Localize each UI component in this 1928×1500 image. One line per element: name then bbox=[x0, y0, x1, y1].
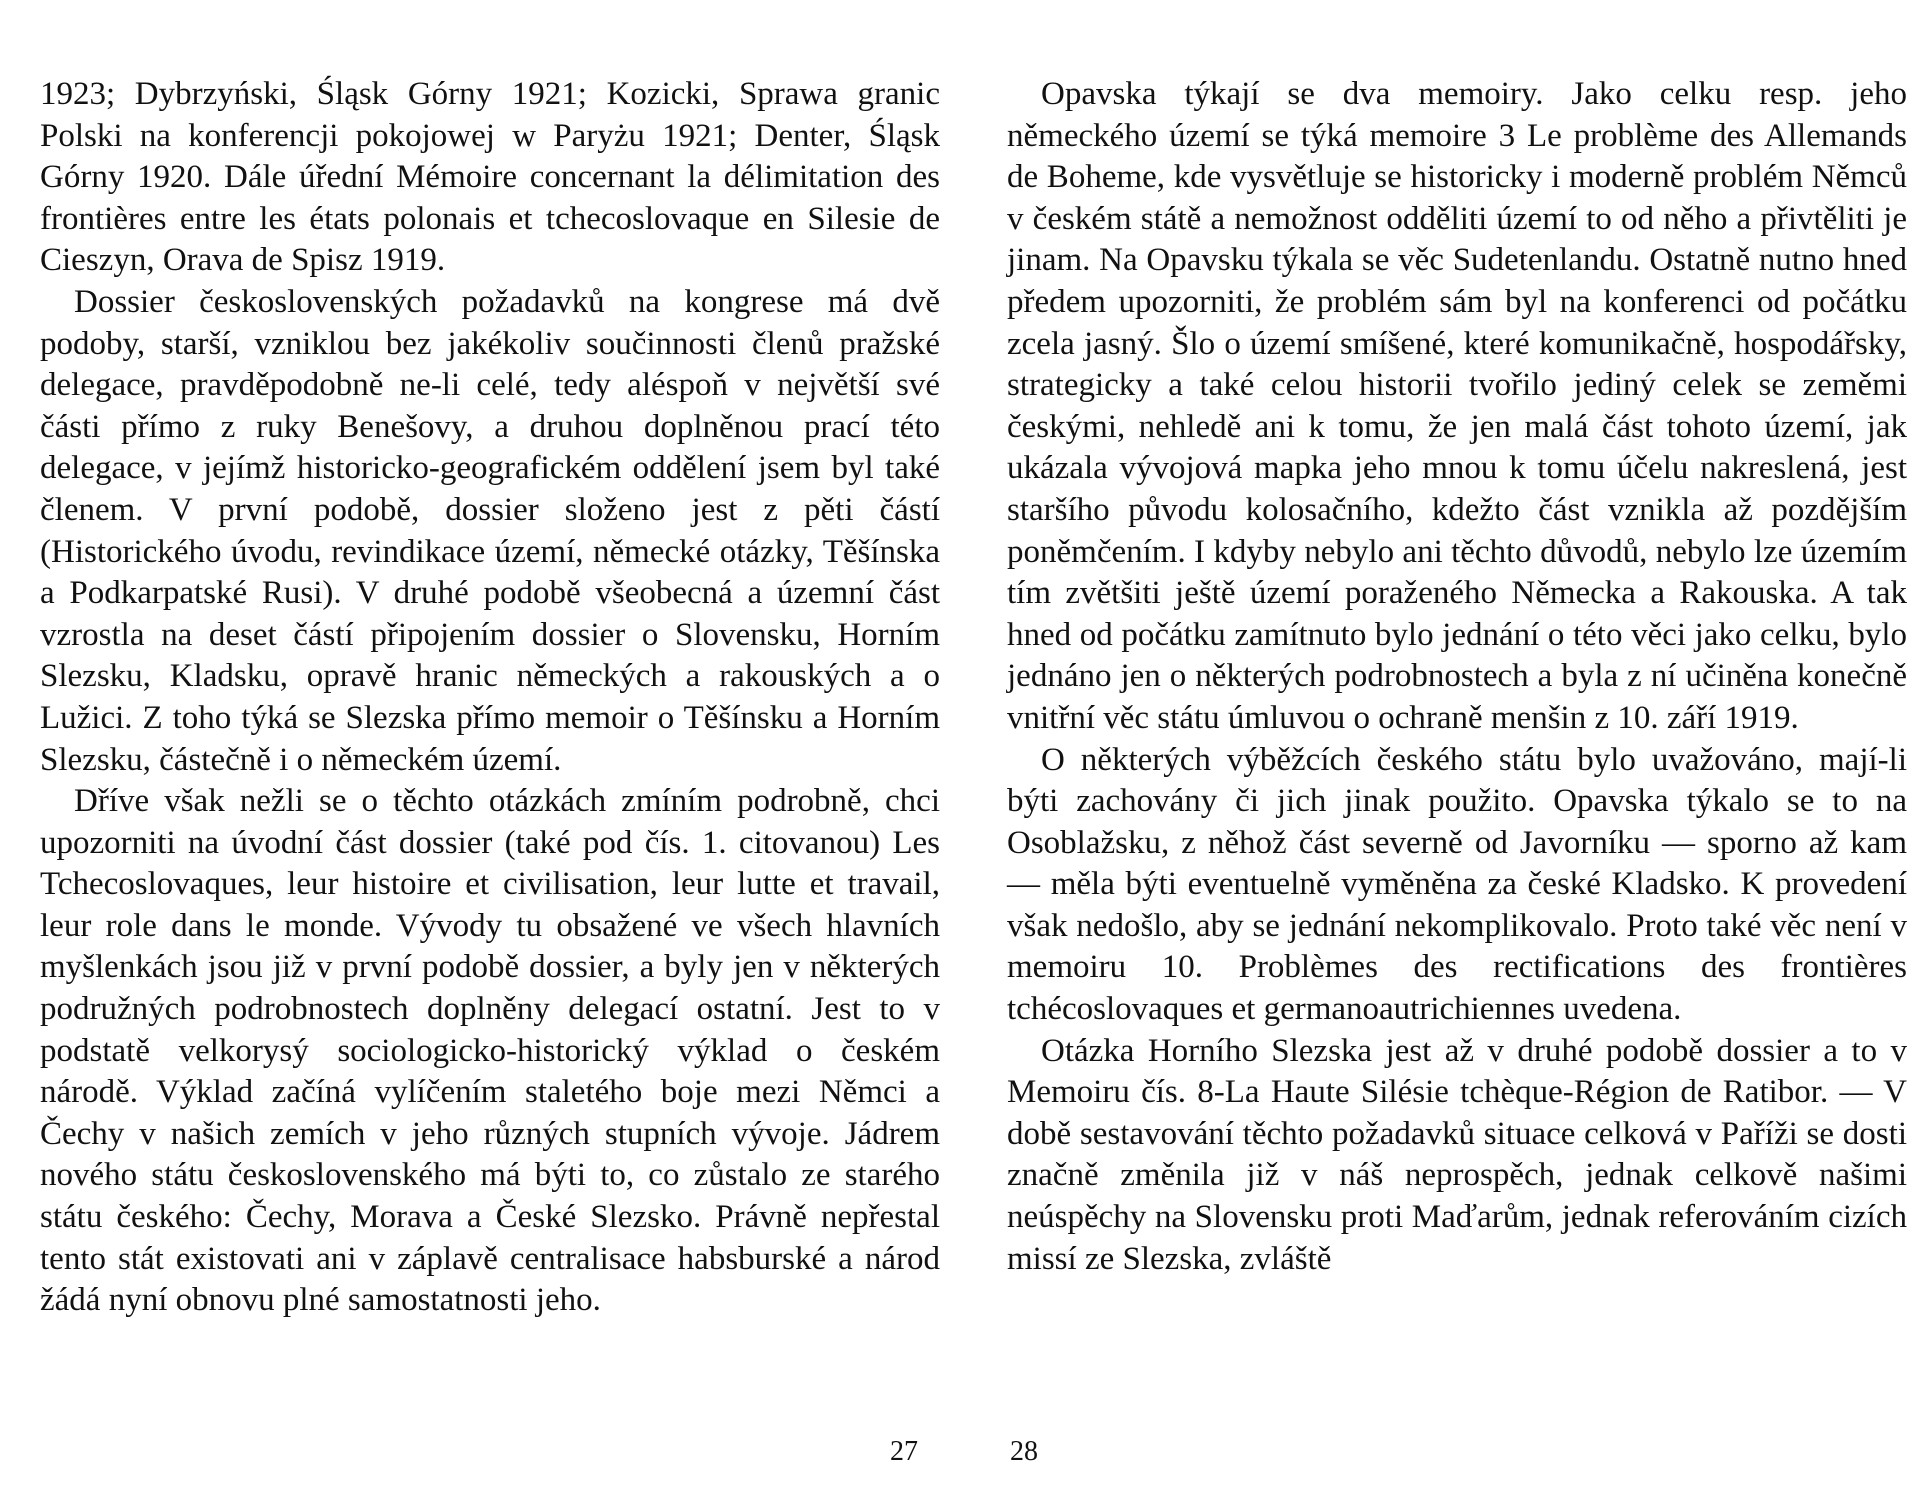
left-paragraph-1: 1923; Dybrzyński, Śląsk Górny 1921; Kozicki, Sprawa granic Polski na konferencji pokojowej w Paryżu 1921; Denter, Śląsk Górny 1920. Dále úřední Mémoire concernant la délimitation des frontières entre les états polonais et tchecoslovaque en Silesie de Cieszyn, Orava de Spisz 1919. bbox=[40, 76, 940, 279]
right-page bbox=[1007, 74, 1907, 1280]
right-paragraph-1: Opavska týkají se dva memoiry. Jako celku resp. jeho německého území se týká memoire 3 Le problème des Allemands de Boheme, kde vysvětluje se historicky i moderně problém Němců v českém státě a nemožnost odděliti území to od něho a přivtěliti je jinam. Na Opavsku týkala se věc Sudetenlandu. Ostatně nutno hned předem upozorniti, že problém sám byl na konferenci od počátku zcela jasný. Šlo o území smíšené, které komunikačně, hospodářsky, strategicky a také celou historii tvořilo jediný celek se zeměmi českými, nehledě ani k tomu, že jen malá část tohoto území, jak ukázala vývojová mapka jeho mnou k tomu účelu nakreslená, jest staršího původu kolosačního, kdežto část vznikla až pozdějším poněmčením. I kdyby nebylo ani těchto důvodů, nebylo lze územím tím zvětšiti ještě území poraženého Německa a Rakouska. A tak hned od počátku zamítnuto bylo jednání o této věci jako celku, bylo jednáno jen o některých podrobnostech a byla z ní učiněna konečně vnitřní věc státu úmluvou o ochraně menšin z 10. září 1919. bbox=[1007, 76, 1907, 736]
right-paragraph-2: O některých výběžcích českého státu bylo uvažováno, mají-li býti zachovány či jich jinak použito. Opavska týkalo se to na Osoblažsku, z něhož část severně od Javorníku — sporno až kam — měla býti eventuelně vyměněna za české Kladsko. K provedení však nedošlo, aby se jednání nekomplikovalo. Proto také věc není v memoiru 10. Problèmes des rectifications des frontières tchécoslovaques et germanoautrichiennes uvedena. bbox=[1007, 741, 1907, 1028]
left-paragraph-3: Dříve však nežli se o těchto otázkách zmíním podrobně, chci upozorniti na úvodní část dossier (také pod čís. 1. citovanou) Les Tchecoslovaques, leur histoire et civilisation, leur lutte et travail, leur role dans le monde. Vývody tu obsažené ve všech hlavních myšlenkách jsou již v první podobě dossier, a byly jen v některých podružných podrobnostech doplněny delegací ostatní. Jest to v podstatě velkorysý sociologicko-historický výklad o českém národě. Výklad začíná vylíčením staletého boje mezi Němci a Čechy v našich zemích v jeho různých stupních vývoje. Jádrem nového státu československého má býti to, co zůstalo ze starého státu českého: Čechy, Morava a České Slezsko. Právně nepřestal tento stát existovati ani v záplavě centralisace habsburské a národ žádá nyní obnovu plné samostatnosti jeho. bbox=[40, 783, 940, 1319]
right-page-number: 28 bbox=[1010, 1436, 1038, 1467]
left-page bbox=[40, 74, 940, 1322]
right-paragraph-3: Otázka Horního Slezska jest až v druhé podobě dossier a to v Memoiru čís. 8-La Haute Silésie tchèque-Région de Ratibor. — V době sestavování těchto požadavků situace celková v Paříži se dosti značně změnila již v náš neprospěch, jednak celkově našimi neúspěchy na Slovensku proti Maďarům, jednak referováním cizích missí ze Slezska, zvláště bbox=[1007, 1032, 1907, 1277]
left-page-number: 27 bbox=[890, 1436, 918, 1467]
left-paragraph-2: Dossier československých požadavků na kongrese má dvě podoby, starší, vzniklou bez jakékoliv součinnosti členů pražské delegace, pravděpodobně ne-li celé, tedy aléspoň v největší své části přímo z ruky Benešovy, a druhou doplněnou prací této delegace, v jejímž historicko-geografickém oddělení jsem byl také členem. V první podobě, dossier složeno jest z pěti částí (Historického úvodu, revindikace území, německé otázky, Těšínska a Podkarpatské Rusi). V druhé podobě všeobecná a územní část vzrostla na deset částí připojením dossier o Slovensku, Horním Slezsku, Kladsku, opravě hranic německých a rakouských a o Lužici. Z toho týká se Slezska přímo memoir o Těšínsku a Horním Slezsku, částečně i o německém území. bbox=[40, 283, 940, 778]
